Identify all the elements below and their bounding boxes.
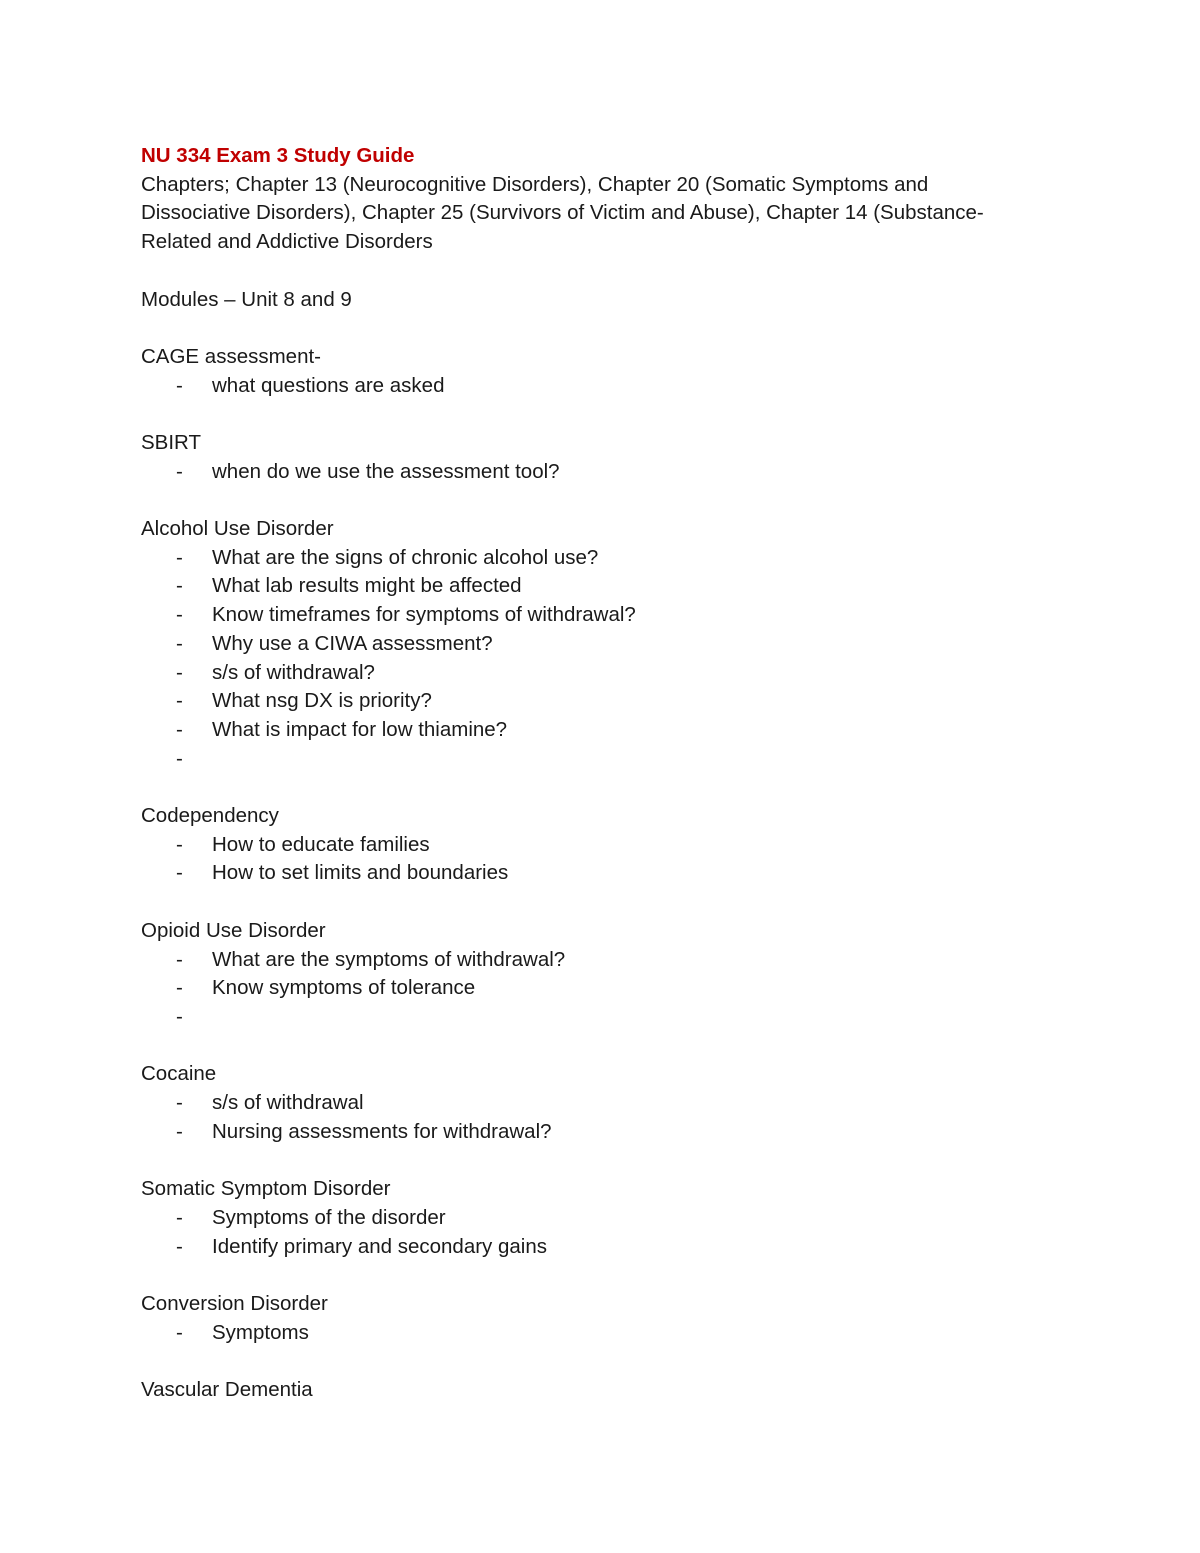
sections-container (141, 314, 1041, 1405)
bullet-list (141, 1089, 1041, 1146)
blank-line (141, 888, 1041, 917)
document-title: NU 334 Exam 3 Study Guide (141, 144, 415, 167)
bullet-dash: - (176, 631, 183, 655)
study-section (141, 429, 1041, 486)
blank-line (141, 314, 1041, 343)
blank-line (141, 773, 1041, 802)
bullet-dash: - (176, 1320, 183, 1344)
bullet-dash: - (176, 861, 183, 885)
blank-line (141, 1347, 1041, 1376)
study-section (141, 1290, 1041, 1347)
section-heading: SBIRT (141, 430, 201, 454)
bullet-dash: - (176, 603, 183, 627)
list-item-text: s/s of withdrawal (212, 1091, 364, 1115)
list-item-text: s/s of withdrawal? (212, 660, 375, 684)
section-heading: Vascular Dementia (141, 1378, 313, 1402)
bullet-list (141, 831, 1041, 888)
list-item (141, 687, 1041, 716)
list-item-text: when do we use the assessment tool? (212, 459, 560, 483)
bullet-dash: - (176, 746, 183, 770)
list-item-text: Know timeframes for symptoms of withdrawal? (212, 603, 636, 627)
blank-line (141, 486, 1041, 515)
list-item (141, 601, 1041, 630)
bullet-dash: - (176, 373, 183, 397)
study-section (141, 343, 1041, 400)
bullet-list (141, 946, 1041, 1032)
list-item (141, 1003, 1041, 1032)
list-item (141, 859, 1041, 888)
list-item-text: Nursing assessments for withdrawal? (212, 1119, 552, 1143)
list-item-text: Symptoms of the disorder (212, 1205, 446, 1229)
section-heading: Cocaine (141, 1062, 217, 1086)
list-item (141, 630, 1041, 659)
section-heading: Somatic Symptom Disorder (141, 1177, 391, 1201)
bullet-dash: - (176, 1205, 183, 1229)
list-item (141, 1233, 1041, 1262)
modules-line: Modules – Unit 8 and 9 (141, 287, 352, 311)
bullet-dash: - (176, 1234, 183, 1258)
section-heading: CAGE assessment- (141, 344, 321, 368)
section-heading: Opioid Use Disorder (141, 918, 326, 942)
bullet-dash: - (176, 832, 183, 856)
bullet-dash: - (176, 947, 183, 971)
list-item (141, 1089, 1041, 1118)
study-section (141, 917, 1041, 1032)
bullet-list (141, 458, 1041, 487)
study-section (141, 802, 1041, 888)
blank-line (141, 1146, 1041, 1175)
bullet-dash: - (176, 1119, 183, 1143)
chapters-line: Related and Addictive Disorders (141, 230, 433, 254)
list-item (141, 1319, 1041, 1348)
list-item (141, 831, 1041, 860)
list-item (141, 572, 1041, 601)
list-item-text: How to educate families (212, 832, 430, 856)
chapters-paragraph (141, 171, 1041, 257)
bullet-list (141, 1204, 1041, 1261)
bullet-list (141, 1319, 1041, 1348)
bullet-dash: - (176, 976, 183, 1000)
study-section (141, 1060, 1041, 1146)
list-item-text: What nsg DX is priority? (212, 689, 432, 713)
blank-line (141, 1032, 1041, 1061)
list-item-text: What are the signs of chronic alcohol use? (212, 545, 599, 569)
study-section (141, 515, 1041, 773)
bullet-dash: - (176, 1004, 183, 1028)
list-item-text: what questions are asked (212, 373, 445, 397)
section-heading: Codependency (141, 804, 279, 828)
list-item-text: Why use a CIWA assessment? (212, 631, 493, 655)
document-page (141, 142, 1041, 1405)
chapters-line: Dissociative Disorders), Chapter 25 (Survivors of Victim and Abuse), Chapter 14 (Substance- (141, 201, 984, 225)
list-item (141, 372, 1041, 401)
list-item-text: Symptoms (212, 1320, 309, 1344)
list-item-text: Identify primary and secondary gains (212, 1234, 548, 1258)
blank-line (141, 257, 1041, 286)
chapters-line: Chapters; Chapter 13 (Neurocognitive Disorders), Chapter 20 (Somatic Symptoms and (141, 172, 929, 196)
list-item (141, 659, 1041, 688)
section-heading: Alcohol Use Disorder (141, 517, 334, 541)
list-item (141, 544, 1041, 573)
list-item-text: What lab results might be affected (212, 574, 522, 598)
bullet-dash: - (176, 459, 183, 483)
study-section (141, 1376, 1041, 1405)
bullet-dash: - (176, 689, 183, 713)
list-item-text: How to set limits and boundaries (212, 861, 509, 885)
list-item (141, 1204, 1041, 1233)
bullet-dash: - (176, 660, 183, 684)
list-item (141, 974, 1041, 1003)
blank-line (141, 400, 1041, 429)
list-item (141, 745, 1041, 774)
section-heading: Conversion Disorder (141, 1291, 328, 1315)
bullet-list (141, 372, 1041, 401)
bullet-dash: - (176, 574, 183, 598)
list-item-text: What are the symptoms of withdrawal? (212, 947, 566, 971)
list-item (141, 458, 1041, 487)
list-item (141, 946, 1041, 975)
blank-line (141, 1261, 1041, 1290)
list-item-text: Know symptoms of tolerance (212, 976, 476, 1000)
bullet-dash: - (176, 545, 183, 569)
list-item (141, 716, 1041, 745)
bullet-list (141, 544, 1041, 774)
study-section (141, 1175, 1041, 1261)
bullet-dash: - (176, 1091, 183, 1115)
bullet-dash: - (176, 718, 183, 741)
list-item-text: What is impact for low thiamine? (212, 718, 508, 741)
list-item (141, 1118, 1041, 1147)
